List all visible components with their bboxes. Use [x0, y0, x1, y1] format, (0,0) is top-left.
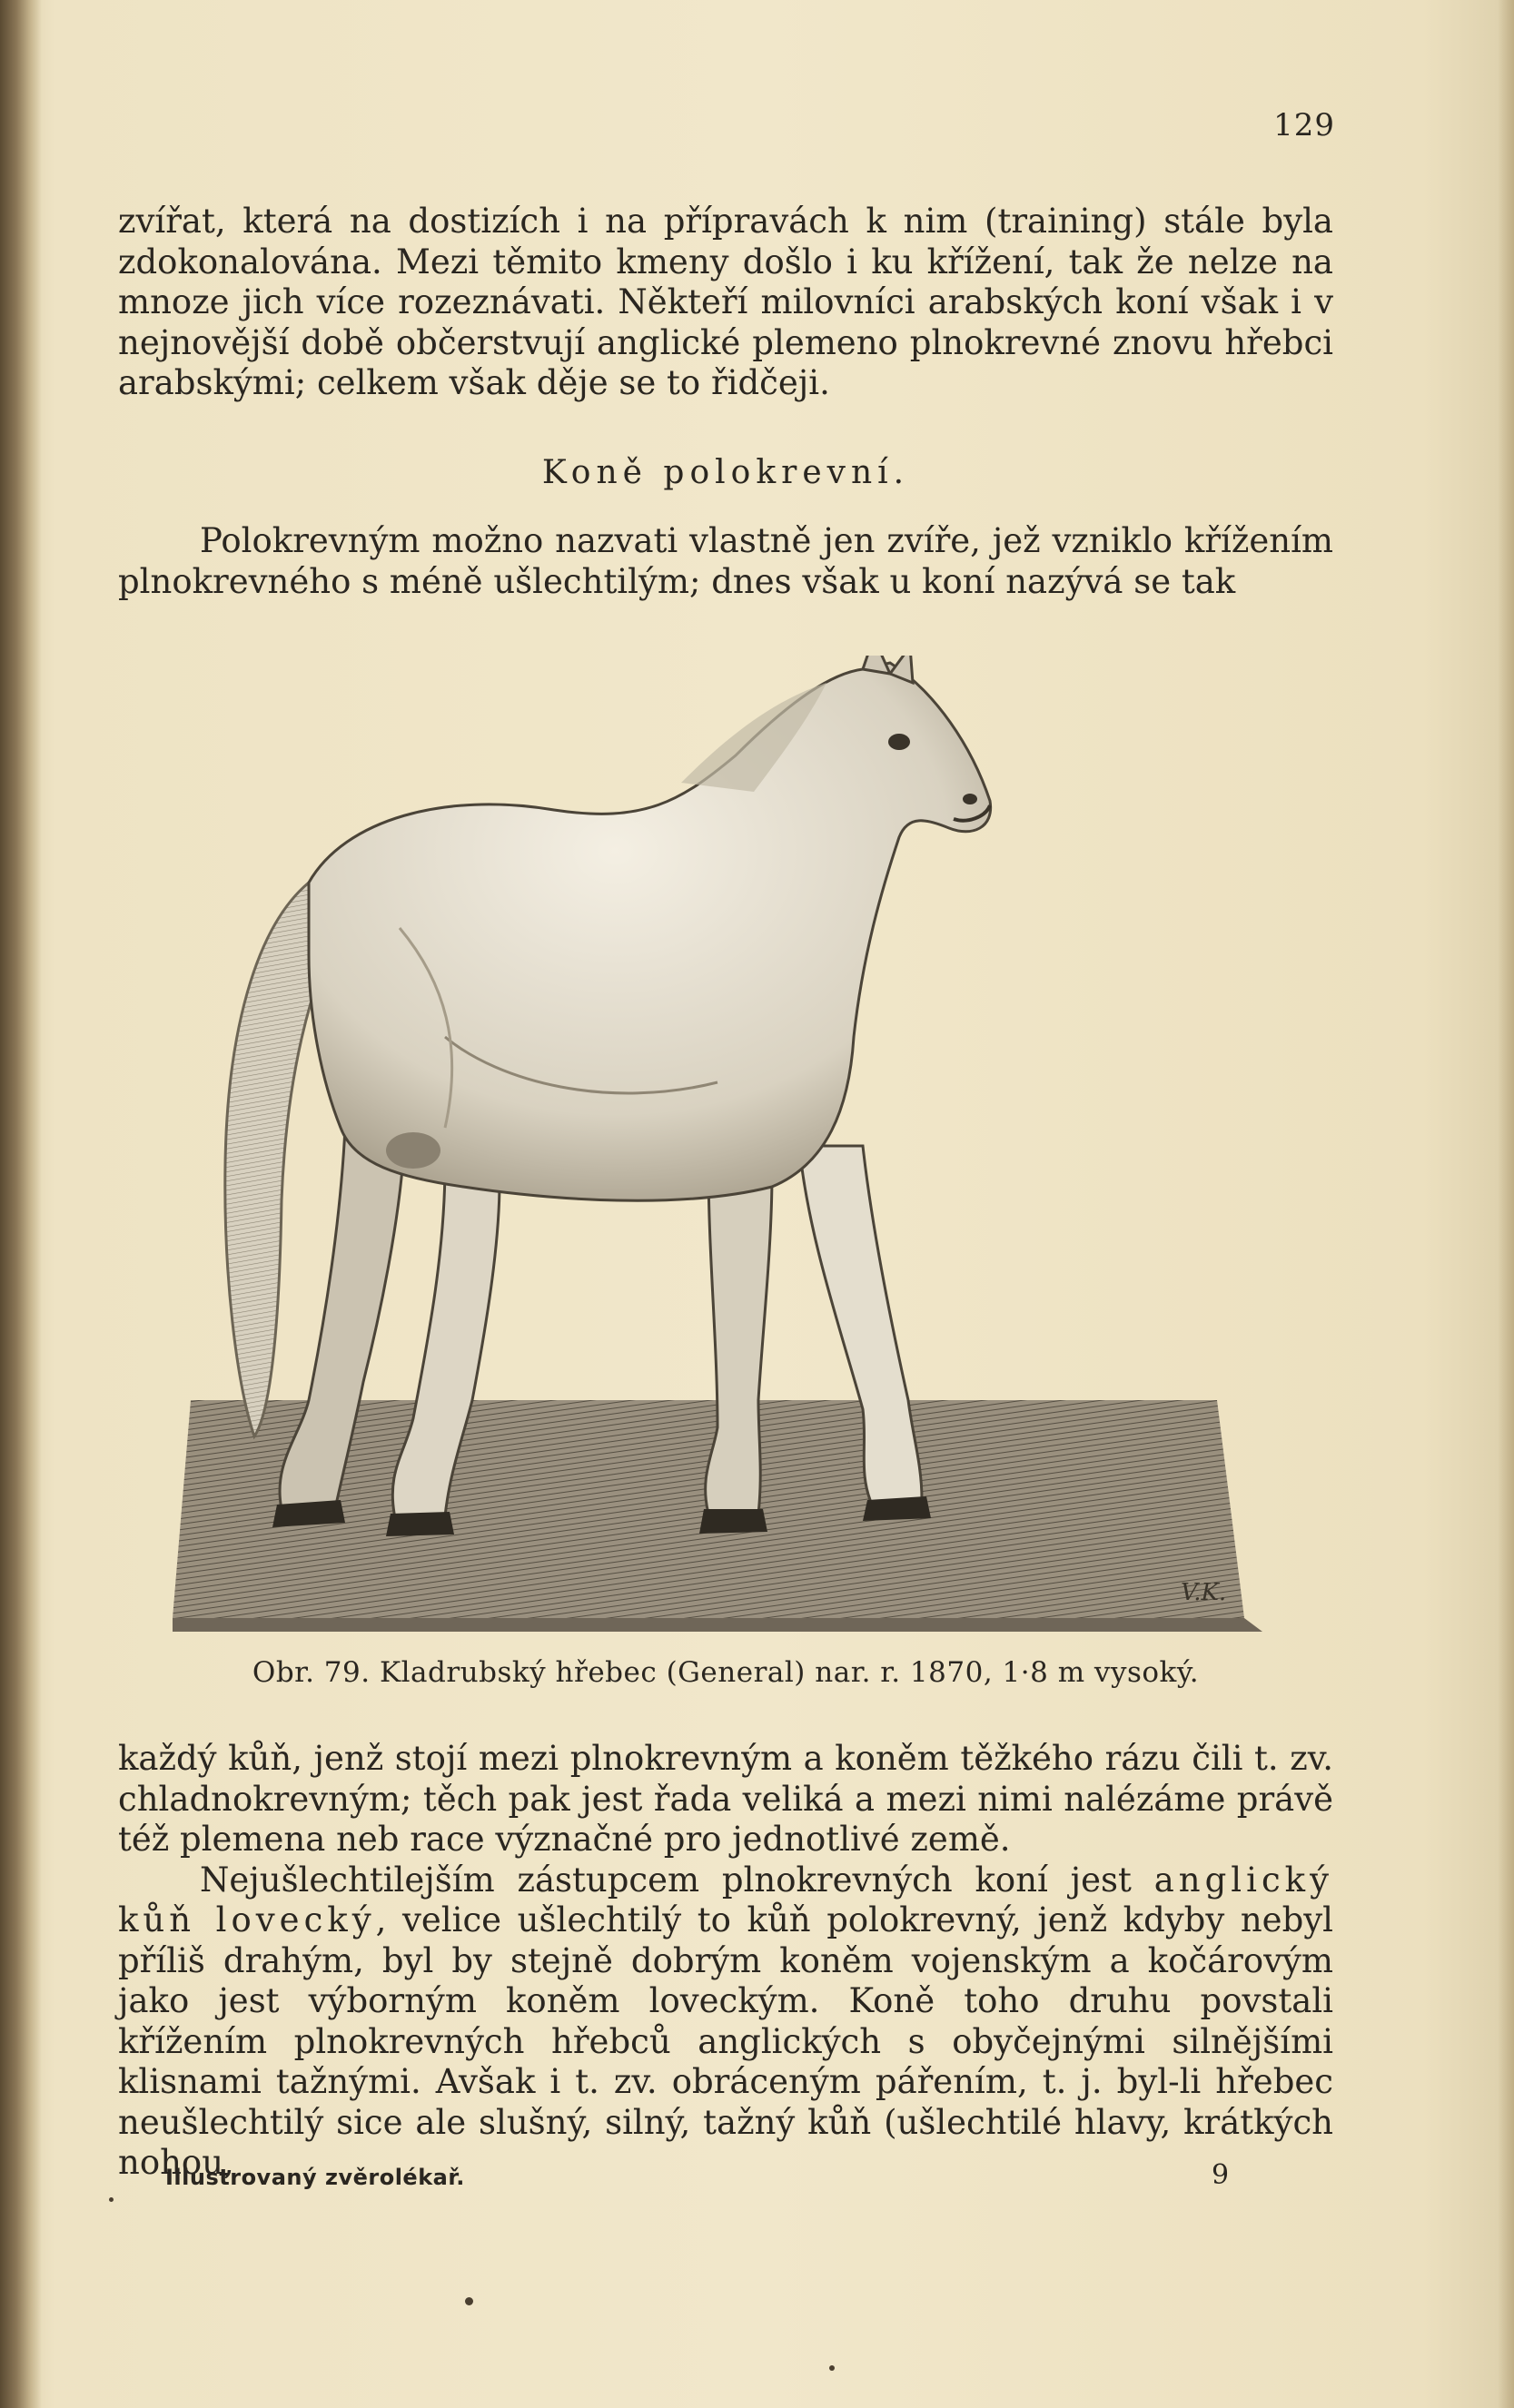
footer-book-title: Illustrovaný zvěrolékař.	[165, 2165, 465, 2190]
paper-speck	[109, 2197, 114, 2202]
figure-caption: Obr. 79. Kladrubský hřebec (General) nar. r. 1870, 1·8 m vysoký.	[252, 1656, 1200, 1689]
paragraph-continue-text: každý kůň, jenž stojí mezi plnokrevným a koněm těžkého rázu čili t. zv. chladnokrevným; těch pak jest řada veliká a mezi nimi nalézáme právě též plemena neb race význačné pro jednotlivé země.	[118, 1739, 1333, 1859]
paragraph-top-text: zvířat, která na dostizích i na přípravách k nim (training) stále byla zdokonalována. Mezi těmito kmeny došlo i ku křížení, tak že nelze na mnoze jich více rozeznávati. Někteří milovníci arabských koní však i v nejnovější době občerstvují anglické plemeno plnokrevné znovu hřebci arabskými; celkem však děje se to řidčeji.	[118, 202, 1333, 402]
paragraph-top	[118, 202, 1333, 404]
book-binding-edge	[0, 0, 42, 2408]
page-edge-shadow	[1498, 0, 1514, 2408]
paragraph-bottom	[118, 1739, 1333, 2184]
paragraph-intro-text: Polokrevným možno nazvati vlastně jen zvíře, jež vzniklo křížením plnokrevného s méně ušlechtilým; dnes však u koní nazývá se tak	[118, 521, 1333, 601]
page-number: 129	[1273, 107, 1335, 143]
horse-engraving-svg	[173, 656, 1290, 1636]
emphasis-anglicky-kun-lovecky: anglický kůň lovecký	[118, 1860, 1333, 1939]
paragraph-last-after: , velice ušlechtilý to kůň polokrevný, jenž kdyby nebyl příliš drahým, byl by stejně dobrým koněm vojenským a kočárovým jako jest výborným koněm loveckým. Koně toho druhu povstali křížením plnokrevných hřebců anglických s obyčejnými silnějšími klisnami tažnými. Avšak i t. zv. obráceným pářením, t. j. byl-li hřebec neušlechtilý sice ale slušný, silný, tažný kůň (ušlechtilé hlavy, krátkých nohou,	[118, 1900, 1333, 2182]
paragraph-last-before: Nejušlechtilejším zástupcem plnokrevných koní jest	[200, 1860, 1154, 1900]
section-heading: Koně polokrevní.	[541, 454, 910, 491]
paper-speck	[829, 2365, 835, 2371]
horse-illustration	[173, 656, 1290, 1636]
horse-body	[309, 663, 991, 1200]
footer-signature-mark: 9	[1212, 2159, 1230, 2191]
paper-speck	[465, 2297, 473, 2305]
artist-signature: V.K.	[1181, 1579, 1227, 1606]
paragraph-intro	[118, 521, 1333, 602]
paragraph-last	[118, 1860, 1333, 2184]
